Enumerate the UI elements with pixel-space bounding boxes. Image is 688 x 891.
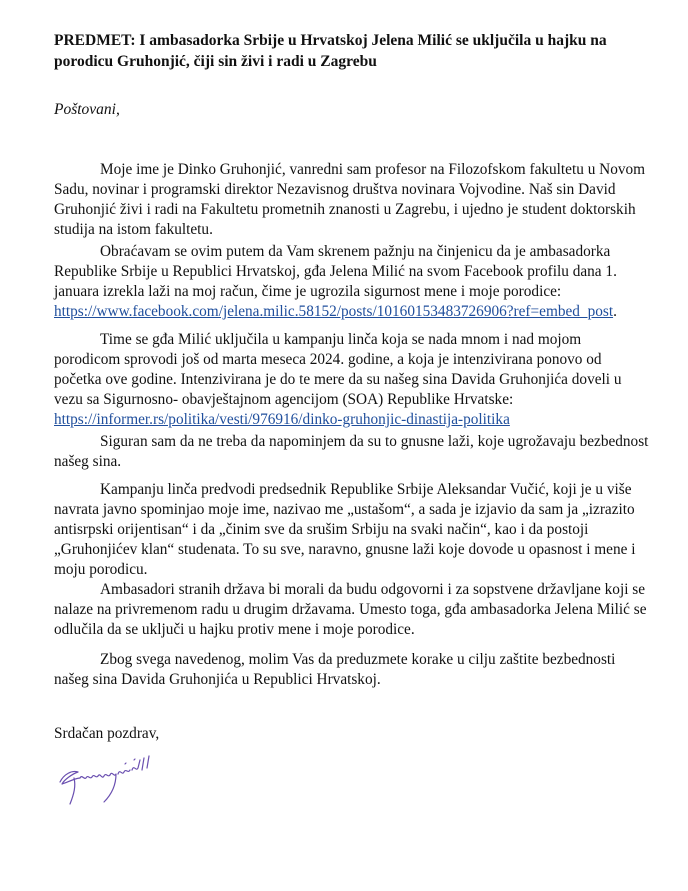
- text-line: početka ove godine. Intenzivirana je do te mere da su našeg sina Davida Gruhonjića doveli u: [54, 371, 622, 388]
- text-line: januara izrekla laži na moj račun, čime je ugrozila sigurnost mene i moje porodice:: [54, 283, 562, 300]
- paragraph-campaign: [54, 330, 654, 430]
- paragraph-request: [54, 650, 654, 690]
- letter-subject: [54, 30, 674, 72]
- text-line: antisrpski orijentisan“ i da „činim sve da srušim Srbiju na svaki način“, kao i da postoji: [54, 521, 589, 538]
- text-line: nalaze na privremenom radu u drugim državama. Umesto toga, gđa ambasadorka Jelena Milić se: [54, 601, 647, 618]
- text-line: navrata javno spominjao moje ime, nazivao me „ustašom“, a sada je izjavio da sam ja „izrazito: [54, 501, 635, 518]
- paragraph-facebook: [54, 242, 654, 322]
- facebook-post-link[interactable]: https://www.facebook.com/jelena.milic.58152/posts/10160153483726906?ref=embed_post: [54, 303, 614, 320]
- link-line: [54, 410, 654, 430]
- paragraph-intro: [54, 160, 654, 240]
- paragraph-ambassadors: [54, 580, 654, 640]
- text-line: Sadu, novinar i programski direktor Nezavisnog društva novinara Vojvodine. Naš sin David: [54, 181, 616, 198]
- paragraph-lies: [54, 432, 654, 472]
- link-line: [54, 302, 654, 322]
- informer-article-link[interactable]: https://informer.rs/politika/vesti/976916/dinko-gruhonjic-dinastija-politika: [54, 411, 510, 428]
- text-line: moju porodicu.: [54, 561, 148, 578]
- text-line: Obraćavam se ovim putem da Vam skrenem pažnju na činjenicu da je ambasadorka: [100, 243, 611, 260]
- subject-line: porodicu Gruhonjić, čiji sin živi i radi u Zagrebu: [54, 53, 377, 70]
- link-suffix: .: [613, 303, 617, 320]
- text-line: Ambasadori stranih država bi morali da budu odgovorni i za sopstvene državljane koji se: [100, 581, 646, 598]
- text-line: vezu sa Sigurnosno- obavještajnom agencijom (SOA) Republike Hrvatske:: [54, 391, 514, 408]
- text-line: Siguran sam da ne treba da napominjem da su to gnusne laži, koje ugrožavaju bezbednost: [100, 433, 649, 450]
- text-line: Zbog svega navedenog, molim Vas da preduzmete korake u cilju zaštite bezbednosti: [100, 651, 616, 668]
- text-line: Gruhonjić živi i radi na Fakultetu prometnih znanosti u Zagrebu, i ujedno je student doktorskih: [54, 201, 636, 218]
- text-line: Moje ime je Dinko Gruhonjić, vanredni sam profesor na Filozofskom fakultetu u Novom: [100, 161, 646, 178]
- text-line: porodicom sprovodi još od marta meseca 2024. godine, a koja je intenzivirana ponovo od: [54, 351, 602, 368]
- subject-line: PREDMET: I ambasadorka Srbije u Hrvatskoj Jelena Milić se uključila u hajku na: [54, 32, 607, 49]
- text-line: studija na istom fakultetu.: [54, 221, 213, 238]
- signature-image: [54, 748, 184, 808]
- text-line: Time se gđa Milić uključila u kampanju linča koja se nada mnom i nad mojom: [100, 331, 582, 348]
- text-line: našeg sina.: [54, 453, 122, 470]
- text-line: Kampanju linča predvodi predsednik Republike Srbije Aleksandar Vučić, koji je u više: [100, 481, 632, 498]
- text-line: Republike Srbije u Republici Hrvatskoj, gđa Jelena Milić na svom Facebook profilu dana 1.: [54, 263, 617, 280]
- text-line: našeg sina Davida Gruhonjića u Republici Hrvatskoj.: [54, 671, 381, 688]
- closing: Srdačan pozdrav,: [54, 725, 160, 742]
- text-line: „Gruhonjićev klan“ studenata. To su sve, naravno, gnusne laži koje dovode u opasnost i mene i: [54, 541, 636, 558]
- text-line: odlučila da se uključi u hajku protiv mene i moje porodice.: [54, 621, 415, 638]
- greeting: Poštovani,: [54, 101, 120, 118]
- paragraph-vucic: [54, 480, 654, 580]
